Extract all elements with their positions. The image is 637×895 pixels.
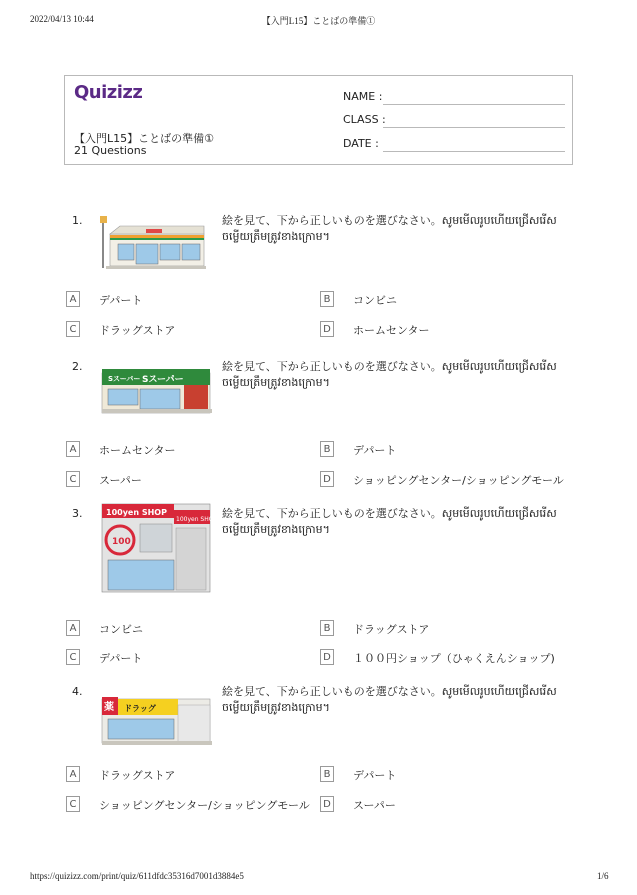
- question-prompt: 絵を見て、下から正しいものを選びなさい。សូមមើលរូបហើយជ្រើសរើសចម្លើយត្រឹមត្រូវខាងក្រោម។: [222, 360, 557, 389]
- option-text: ショッピングセンター/ショッピングモール: [99, 799, 310, 812]
- shop-badge: 100: [112, 537, 131, 547]
- option-letter: B: [320, 441, 334, 457]
- option-text: コンビニ: [353, 294, 397, 307]
- quiz-title: 【入門L15】ことばの準備①: [74, 132, 214, 145]
- option-letter: D: [320, 321, 334, 337]
- option-text: ホームセンター: [99, 444, 176, 457]
- class-field: [343, 113, 386, 126]
- print-title: 【入門L15】ことばの準備①: [261, 16, 376, 26]
- option-letter: A: [66, 620, 80, 636]
- print-url: https://quizizz.com/print/quiz/611dfdc35316d7001d3884e5: [30, 871, 244, 881]
- question-number: 1.: [72, 214, 83, 227]
- convenience-store-image: [100, 212, 206, 272]
- drug-sign: ドラッグ: [124, 704, 156, 713]
- question-number: 3.: [72, 507, 83, 520]
- question-count: 21 Questions: [74, 144, 147, 157]
- option-letter: D: [320, 649, 334, 665]
- option-letter: D: [320, 796, 334, 812]
- option-text: デパート: [99, 652, 143, 665]
- question-prompt: 絵を見て、下から正しいものを選びなさい。សូមមើលរូបហើយជ្រើសរើសចម្លើយត្រឹមត្រូវខាងក្រោម។: [222, 685, 557, 714]
- class-label: CLASS :: [343, 113, 386, 126]
- option-letter: B: [320, 766, 334, 782]
- supermarket-sign-large: Sスーパー: [142, 375, 184, 385]
- question-prompt: 絵を見て、下から正しいものを選びなさい。សូមមើលរូបហើយជ្រើសរើសចម្លើយត្រឹមត្រូវខាងក្រោម។: [222, 214, 557, 243]
- drugstore-image: [100, 695, 212, 747]
- page-number: 1/6: [597, 871, 609, 881]
- option-letter: C: [66, 321, 80, 337]
- option-text: スーパー: [99, 474, 142, 487]
- quizizz-logo: Quizizz: [74, 82, 143, 103]
- option-letter: B: [320, 620, 334, 636]
- option-letter: A: [66, 291, 80, 307]
- supermarket-image: [100, 359, 212, 417]
- option-letter: B: [320, 291, 334, 307]
- date-field: [343, 137, 379, 150]
- question-number: 2.: [72, 360, 83, 373]
- option-text: デパート: [353, 769, 397, 782]
- shop-sign-side: 100yen SHOP: [176, 516, 218, 523]
- option-text: デパート: [353, 444, 397, 457]
- drug-kanji: 薬: [104, 702, 114, 713]
- option-text: デパート: [99, 294, 143, 307]
- option-text: ショッピングセンター/ショッピングモール: [353, 474, 564, 487]
- option-letter: C: [66, 649, 80, 665]
- option-text: １００円ショップ（ひゃくえんショップ): [353, 652, 555, 665]
- option-letter: C: [66, 796, 80, 812]
- 100-yen-shop-image: [100, 502, 218, 596]
- question-prompt: 絵を見て、下から正しいものを選びなさい。សូមមើលរូបហើយជ្រើសរើសចម្លើយត្រឹមត្រូវខាងក្រោម។: [222, 507, 557, 536]
- option-letter: A: [66, 441, 80, 457]
- option-text: ドラッグストア: [99, 769, 176, 782]
- option-text: ホームセンター: [353, 324, 430, 337]
- option-text: スーパー: [353, 799, 396, 812]
- option-letter: D: [320, 471, 334, 487]
- supermarket-sign: Sスーパー: [108, 375, 141, 383]
- option-text: ドラッグストア: [353, 623, 430, 636]
- print-date: 2022/04/13 10:44: [30, 14, 94, 24]
- print-header: [0, 14, 637, 28]
- option-letter: C: [66, 471, 80, 487]
- option-text: コンビニ: [99, 623, 143, 636]
- option-text: ドラッグストア: [99, 324, 176, 337]
- question-number: 4.: [72, 685, 83, 698]
- name-label: NAME :: [343, 90, 383, 103]
- name-line: [383, 104, 565, 105]
- option-letter: A: [66, 766, 80, 782]
- quiz-header-box: [64, 75, 573, 165]
- date-label: DATE :: [343, 137, 379, 150]
- name-field: [343, 90, 382, 103]
- shop-sign: 100yen SHOP: [106, 508, 167, 517]
- class-line: [383, 127, 565, 128]
- date-line: [383, 151, 565, 152]
